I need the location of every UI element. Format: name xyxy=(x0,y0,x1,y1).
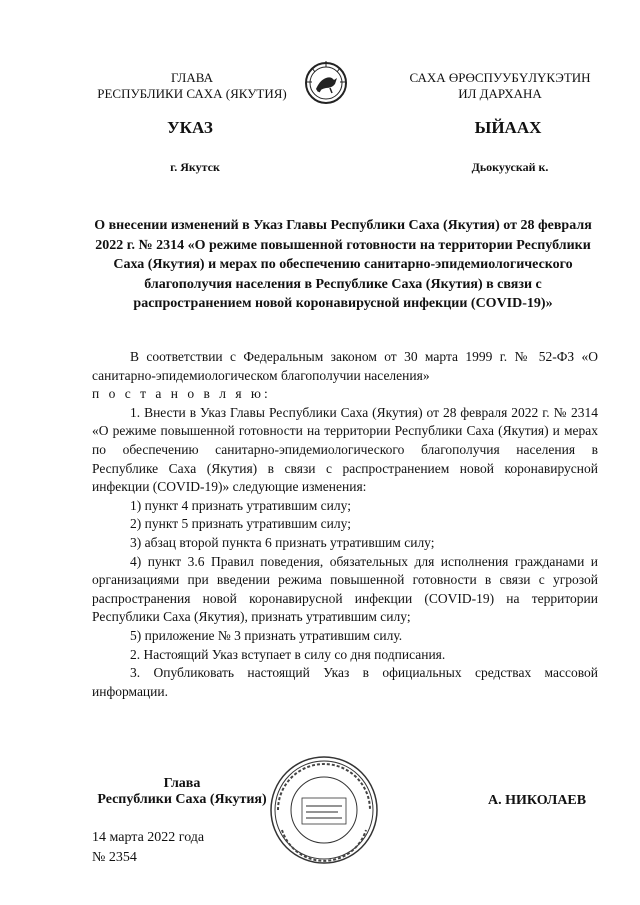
issuer-sakha xyxy=(390,70,610,102)
sub-item-3: 3) абзац второй пункта 6 признать утратившим силу; xyxy=(130,534,435,550)
city-ru: г. Якутск xyxy=(170,160,220,174)
decree-word: п о с т а н о в л я ю: xyxy=(92,386,271,402)
item-1: 1. Внести в Указ Главы Республики Саха (Якутия) от 28 февраля 2022 г. № 2314 «О режиме повышенной готовности на территории Республики Саха (Якутия) и мерах по обеспечению санитарно-эпидемиологического благополучия населения в Республике Саха (Якутия) в связи с распространением новой коронавирусной инфекции (COVID-19)» следующие изменения: xyxy=(92,404,598,495)
intro-paragraph: В соответствии с Федеральным законом от 30 марта 1999 г. № 52-ФЗ «О санитарно-эпидемиологическом благополучии населения» xyxy=(92,349,598,383)
sub-item-5: 5) приложение № 3 признать утратившим силу. xyxy=(130,627,403,643)
signatory-name: А. НИКОЛАЕВ xyxy=(488,793,587,808)
signatory-position xyxy=(92,776,272,808)
document-body xyxy=(92,348,598,701)
doc-type-ru: УКАЗ xyxy=(167,118,213,137)
signatory-position-line2: Республики Саха (Якутия) xyxy=(97,792,267,807)
sub-item-1: 1) пункт 4 признать утратившим силу; xyxy=(130,497,351,513)
coat-of-arms-emblem xyxy=(304,58,348,108)
issuer-ru-line1: ГЛАВА xyxy=(171,70,213,85)
issuer-sakha-line1: САХА ӨРӨСПУУБҮЛҮКЭТИН xyxy=(409,70,591,85)
issuer-sakha-line2: ИЛ ДАРХАНА xyxy=(458,86,542,101)
official-seal-stamp xyxy=(264,754,384,866)
signatory-position-line1: Глава xyxy=(163,776,201,791)
doc-type-sakha: ЫЙААХ xyxy=(474,118,542,137)
signing-date: 14 марта 2022 года xyxy=(92,830,205,845)
item-2: 2. Настоящий Указ вступает в силу со дня подписания. xyxy=(130,646,446,662)
item-3: 3. Опубликовать настоящий Указ в официальных средствах массовой информации. xyxy=(92,665,598,699)
issuer-ru xyxy=(72,70,312,102)
city-sakha: Дьокуускай к. xyxy=(471,160,549,174)
sub-item-2: 2) пункт 5 признать утратившим силу; xyxy=(130,516,351,532)
issuer-ru-line2: РЕСПУБЛИКИ САХА (ЯКУТИЯ) xyxy=(97,86,287,101)
sub-item-4: 4) пункт 3.6 Правил поведения, обязательных для исполнения гражданами и организациями при введении режима повышенной готовности в связи с угрозой распространения новой коронавирусной инфекции (COVID-19) на территории Республики Саха (Якутия), признать утратившим силу; xyxy=(92,553,598,625)
decree-number: № 2354 xyxy=(92,850,137,865)
document-title: О внесении изменений в Указ Главы Республики Саха (Якутия) от 28 февраля 2022 г. № 2314 «О режиме повышенной готовности на территории Республики Саха (Якутия) и мерах по обеспечению санитарно-эпидемиологического благополучия населения в Республике Саха (Якутия) в связи с распространением новой коронавирусной инфекции (COVID-19)» xyxy=(94,218,592,311)
